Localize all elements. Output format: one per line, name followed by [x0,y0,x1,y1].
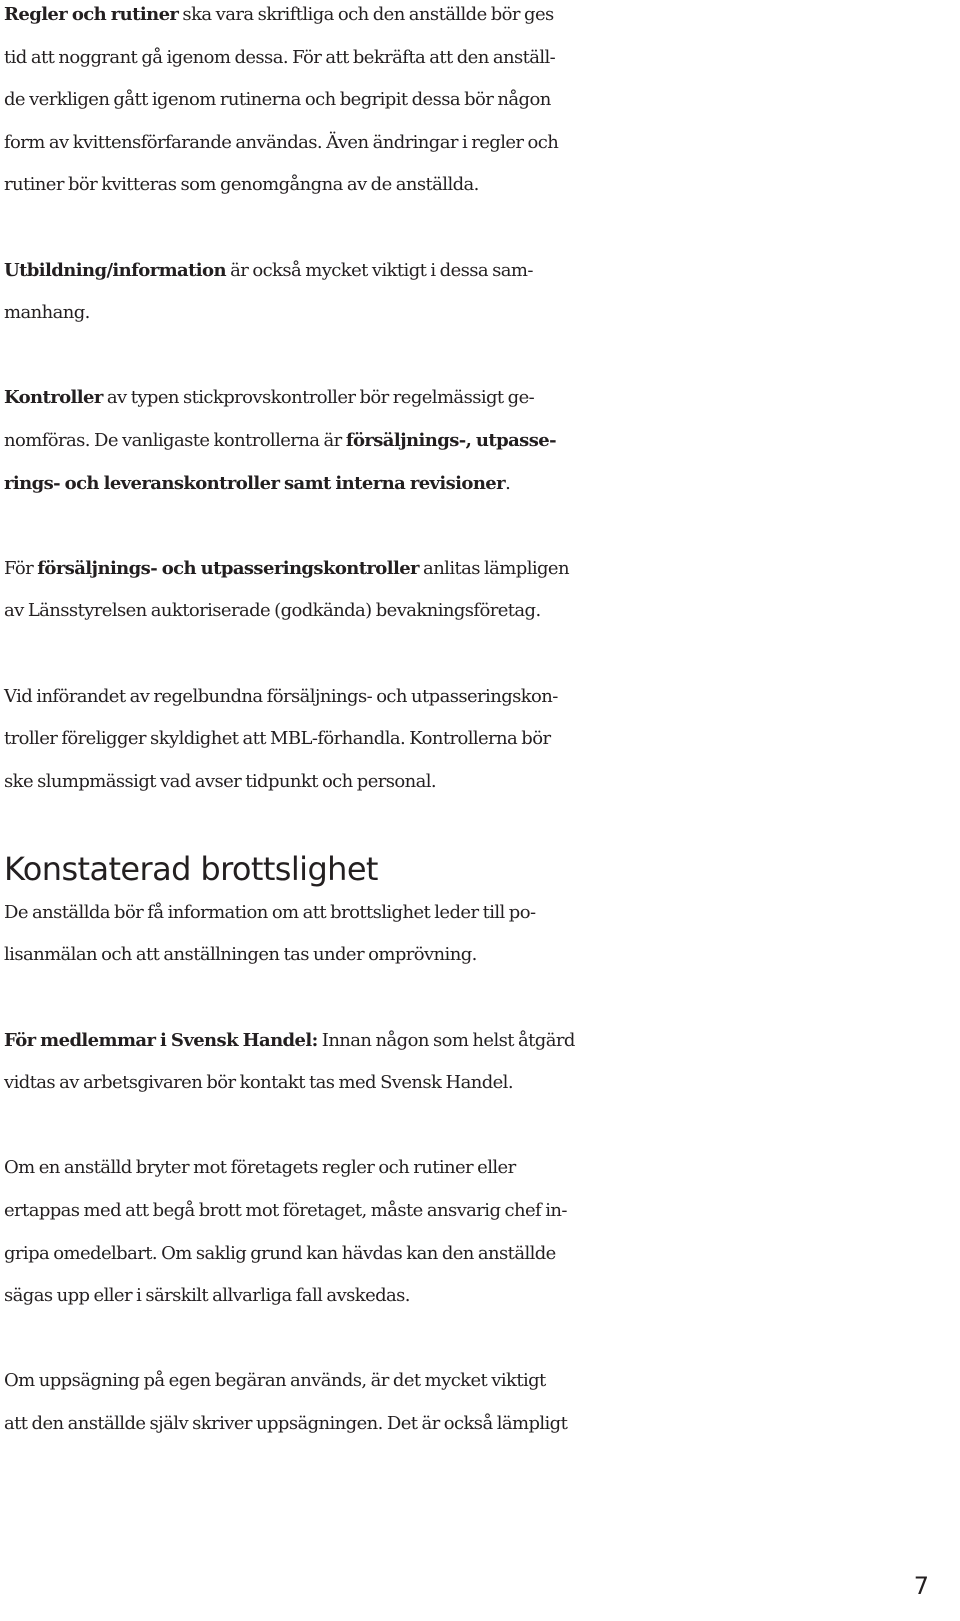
paragraph-mbl-forhandla: Vid införandet av regelbundna försäljnings- och utpasseringskon- troller föreligger skyldighet att MBL-förhandla. Kontrollerna bör ske slumpmässigt vad avser tidpunkt och personal. [4,685,558,792]
bold-term: Utbildning/information [4,259,226,281]
bold-term: Regler och rutiner [4,4,179,25]
paragraph-utbildning: Utbildning/information är också mycket viktigt i dessa sam- manhang. [4,259,533,324]
bold-term: Kontroller [4,387,103,409]
paragraph-uppsagning: Om uppsägning på egen begäran används, är det mycket viktigt att den anställde själv skriver uppsägningen. Det är också lämpligt [4,1370,568,1434]
paragraph-brottslighet-information: De anställda bör få information om att brottslighet leder till po- lisanmälan och att anställningen tas under omprövning. [4,901,536,966]
paragraph-kontroller: Kontroller av typen stickprovskontroller bör regelmässigt ge- nomföras. De vanligaste kontrollerna är försäljnings-, utpasse- rings- och leveranskontroller samt interna revisioner. [4,387,556,494]
document-page [4,0,954,1488]
page-number: 7 [913,1572,929,1600]
bold-term: För medlemmar i Svensk Handel: [4,1029,318,1051]
paragraph-regler-och-rutiner: Regler och rutiner ska vara skriftliga och den anställde bör ges tid att noggrant gå igenom dessa. För att bekräfta att den anställ- de verkligen gått igenom rutinerna och begripit dessa bör någon form av kvittensförfarande användas. Även ändringar i regler och rutiner bör kvitteras som genomgångna av de anställda. [4,4,559,196]
section-heading: Konstaterad brottslighet [4,849,378,888]
paragraph-svensk-handel: För medlemmar i Svensk Handel: Innan någon som helst åtgärd vidtas av arbetsgivaren bör kontakt tas med Svensk Handel. [4,1029,575,1094]
paragraph-bryter-mot-regler: Om en anställd bryter mot företagets regler och rutiner eller ertappas med att begå brott mot företaget, måste ansvarig chef in- gripa omedelbart. Om saklig grund kan hävdas kan den anställde sägas upp eller i särskilt allvarliga fall avskedas. [4,1157,567,1307]
paragraph-forsaljningskontroller: För försäljnings- och utpasseringskontroller anlitas lämpligen av Länsstyrelsen auktoriserade (godkända) bevakningsföretag. [4,557,569,622]
